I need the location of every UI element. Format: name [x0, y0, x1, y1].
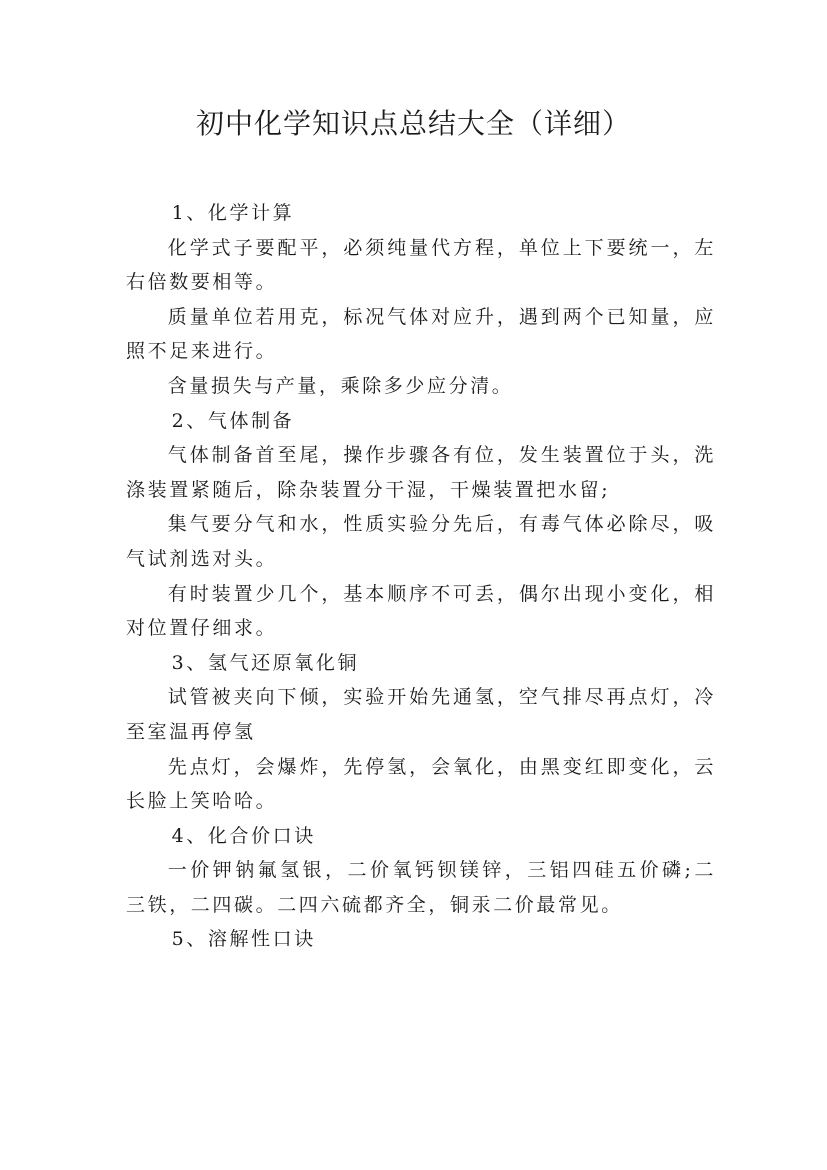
section-heading-3: 3、氢气还原氧化铜: [171, 651, 360, 674]
paragraph: 先点灯，会爆炸，先停氢，会氧化，由黑变红即变化，云长脸上笑哈哈。: [126, 755, 716, 813]
paragraph: 有时装置少几个，基本顺序不可丢，偶尔出现小变化，相对位置仔细求。: [126, 582, 716, 640]
paragraph: 一价钾钠氟氢银，二价氧钙钡镁锌，三铝四硅五价磷;二三铁，二四碳。二四六硫都齐全，铜汞二价最常见。: [126, 859, 716, 916]
document-title: 初中化学知识点总结大全（详细）: [195, 107, 631, 140]
paragraph: 质量单位若用克，标况气体对应升，遇到两个已知量，应照不足来进行。: [126, 305, 716, 363]
section-heading-4: 4、化合价口诀: [171, 824, 316, 847]
section-heading-5: 5、溶解性口诀: [171, 928, 316, 951]
paragraph: 化学式子要配平，必须纯量代方程，单位上下要统一，左右倍数要相等。: [126, 236, 716, 294]
paragraph: 试管被夹向下倾，实验开始先通氢，空气排尽再点灯，冷至室温再停氢: [126, 686, 716, 743]
section-heading-2: 2、气体制备: [171, 409, 295, 432]
paragraph: 集气要分气和水，性质实验分先后，有毒气体必除尽，吸气试剂选对头。: [126, 513, 716, 570]
paragraph: 含量损失与产量，乘除多少应分清。: [167, 374, 514, 397]
paragraph: 气体制备首至尾，操作步骤各有位，发生装置位于头，洗涤装置紧随后，除杂装置分干湿，干燥装置把水留;: [126, 444, 716, 501]
section-heading-1: 1、化学计算: [171, 202, 295, 224]
document-body: [126, 196, 716, 957]
